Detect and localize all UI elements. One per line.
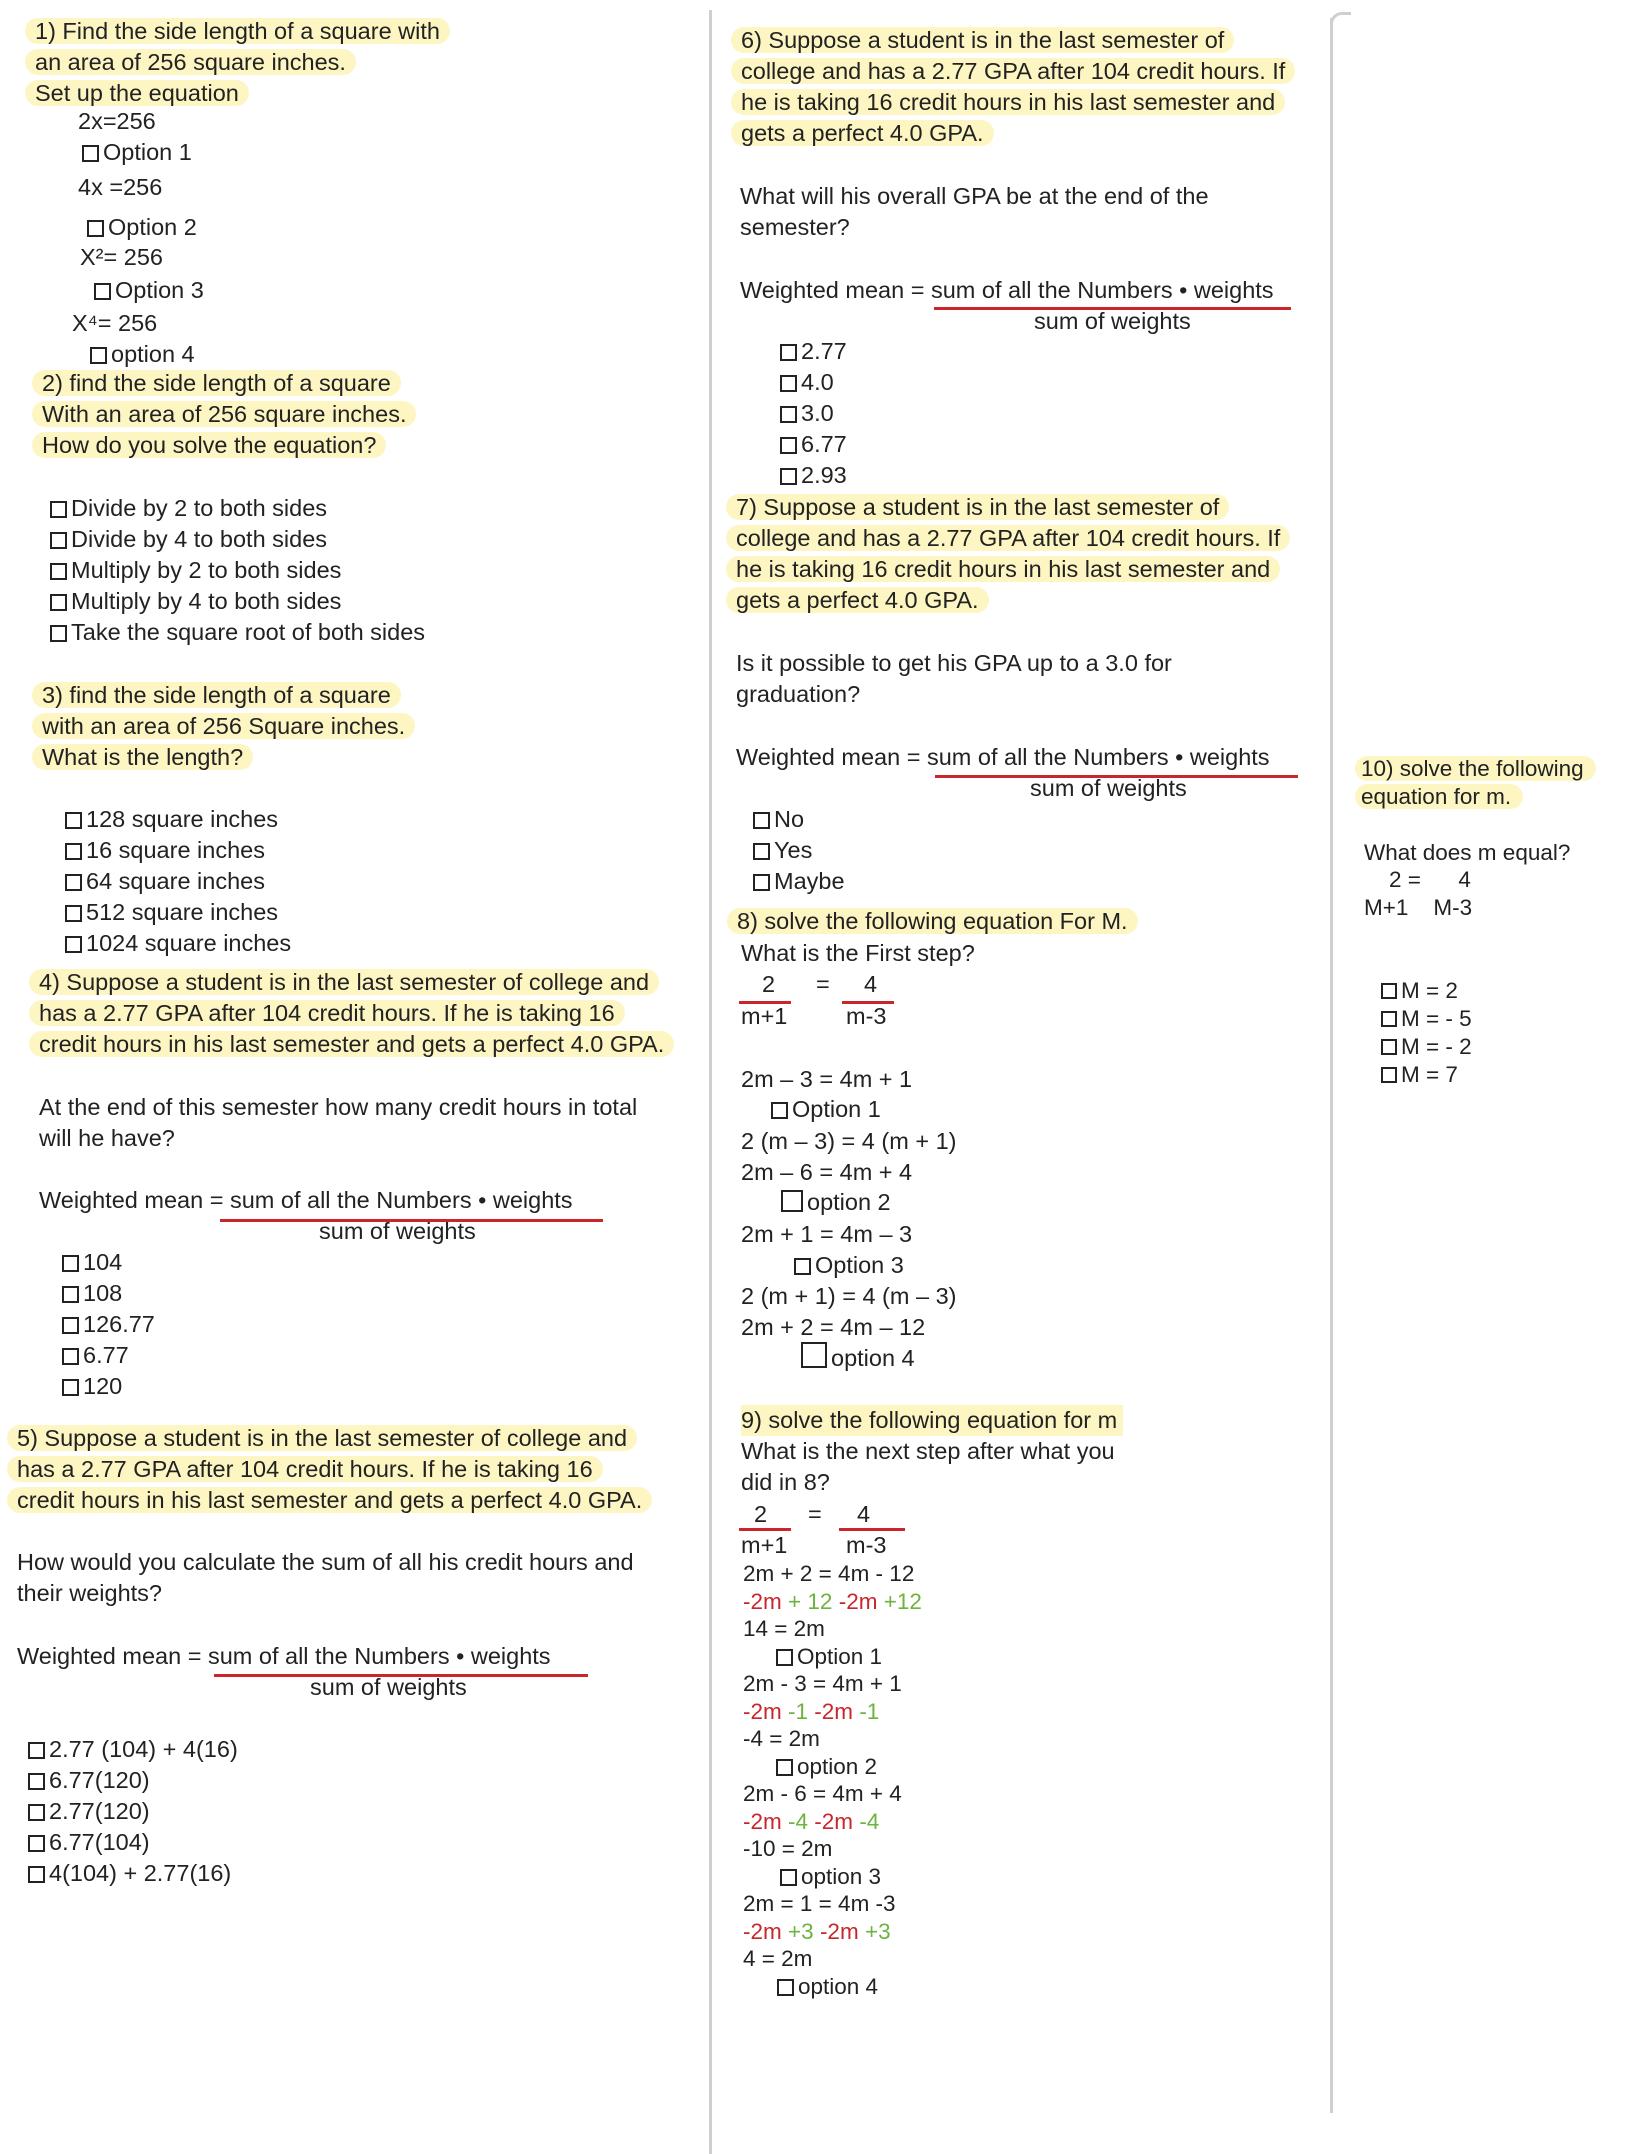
checkbox[interactable] (28, 1742, 45, 1759)
q8-eq-1: 2m – 3 = 4m + 1 (741, 1066, 913, 1092)
q1-eq-2: 4x =256 (78, 174, 163, 200)
checkbox[interactable] (62, 1255, 79, 1272)
q9-frac-d1: m+1 (741, 1532, 788, 1558)
q4-title: 4) Suppose a student is in the last semester of college and has a 2.77 GPA after 104 credit hours. If he is taking 16 credit hours in his last semester and gets a perfect 4.0 GPA. (29, 967, 674, 1060)
q9-frac-d2: m-3 (846, 1532, 887, 1558)
q6-formula-denominator: sum of weights (1034, 308, 1191, 334)
q1-eq-1: 2x=256 (78, 108, 156, 134)
q10-option-3[interactable]: M = - 2 (1381, 1033, 1472, 1061)
q7-options (753, 804, 845, 897)
checkbox[interactable] (65, 874, 82, 891)
q10-frac-top: 2 = 4 (1389, 867, 1471, 892)
checkbox[interactable] (780, 406, 797, 423)
checkbox[interactable] (87, 220, 104, 237)
q2-option-2[interactable]: Divide by 4 to both sides (50, 524, 425, 555)
column-divider-left (709, 10, 712, 2154)
q9-option-4[interactable]: option 4 (743, 1973, 922, 2001)
checkbox[interactable] (65, 936, 82, 953)
q5-option-1[interactable]: 2.77 (104) + 4(16) (28, 1734, 238, 1765)
q8-frac-d2: m-3 (846, 1003, 887, 1029)
checkbox[interactable] (65, 905, 82, 922)
q8-frac-n2: 4 (864, 971, 878, 997)
q10-option-4[interactable]: M = 7 (1381, 1061, 1472, 1089)
checkbox[interactable] (50, 594, 67, 611)
checkbox[interactable] (50, 501, 67, 518)
q8-frac-d1: m+1 (741, 1003, 788, 1029)
q4-option-1[interactable]: 104 (62, 1247, 155, 1278)
checkbox[interactable] (62, 1379, 79, 1396)
q5-options (28, 1734, 238, 1889)
q8-eq-3: 2m + 1 = 4m – 3 (741, 1221, 913, 1247)
q3-option-1[interactable]: 128 square inches (65, 804, 291, 835)
checkbox[interactable] (28, 1773, 45, 1790)
checkbox[interactable] (28, 1804, 45, 1821)
checkbox[interactable] (28, 1866, 45, 1883)
checkbox[interactable] (62, 1317, 79, 1334)
q10-question: What does m equal? (1364, 840, 1571, 865)
q8-option-1[interactable]: Option 1 (771, 1094, 881, 1125)
q9-block-1: 2m + 2 = 4m - 12 -2m + 12 -2m +12 14 = 2m Option 1 2m - 3 = 4m + 1 -2m -1 -2m -1 -4 = 2m option 2 2m - 6 = 4m + 4 -2m -4 -2m -4 -10 = 2m option 3 2m = 1 = 4m -3 -2m +3 -2m +3 4 = 2m option 4 (743, 1561, 922, 1999)
q8-option-3[interactable]: Option 3 (794, 1250, 904, 1281)
q5-option-5[interactable]: 4(104) + 2.77(16) (28, 1858, 238, 1889)
checkbox[interactable] (65, 843, 82, 860)
q4-question: At the end of this semester how many credit hours in total will he have? (39, 1094, 638, 1151)
q5-option-2[interactable]: 6.77(120) (28, 1765, 238, 1796)
q8-eq-4b: 2m + 2 = 4m – 12 (741, 1314, 926, 1340)
q4-option-5[interactable]: 120 (62, 1371, 155, 1402)
q4-option-4[interactable]: 6.77 (62, 1340, 155, 1371)
q1-title: 1) Find the side length of a square with an area of 256 square inches. Set up the equation (25, 16, 450, 109)
q9-option-2[interactable]: option 2 (743, 1753, 922, 1781)
q10-frac-bottom: M+1 M-3 (1364, 895, 1473, 920)
q10-options (1381, 977, 1472, 1089)
q6-option-2[interactable]: 4.0 (780, 367, 847, 398)
checkbox[interactable] (94, 283, 111, 300)
q6-option-4[interactable]: 6.77 (780, 429, 847, 460)
checkbox[interactable] (780, 344, 797, 361)
checkbox[interactable] (780, 1869, 797, 1886)
checkbox[interactable] (753, 812, 770, 829)
checkbox[interactable] (771, 1102, 788, 1119)
checkbox[interactable] (50, 625, 67, 642)
q8-eq-2b: 2m – 6 = 4m + 4 (741, 1159, 913, 1185)
q9-option-3[interactable]: option 3 (743, 1863, 922, 1891)
q1-option-2[interactable]: Option 2 (87, 212, 197, 243)
q10-option-2[interactable]: M = - 5 (1381, 1005, 1472, 1033)
checkbox[interactable] (1381, 1011, 1397, 1027)
q6-option-1[interactable]: 2.77 (780, 336, 847, 367)
checkbox[interactable] (776, 1759, 793, 1776)
q5-formula: Weighted mean = sum of all the Numbers • weights (17, 1643, 551, 1669)
q9-title: 9) solve the following equation for m What is the next step after what you did in 8? (741, 1405, 1123, 1498)
q3-option-4[interactable]: 512 square inches (65, 897, 291, 928)
q6-option-5[interactable]: 2.93 (780, 460, 847, 491)
q1-option-1[interactable]: Option 1 (82, 137, 192, 168)
q2-title: 2) find the side length of a square With an area of 256 square inches. How do you solve the equation? (32, 368, 416, 461)
q5-question: How would you calculate the sum of all his credit hours and their weights? (17, 1549, 634, 1606)
q5-title: 5) Suppose a student is in the last semester of college and has a 2.77 GPA after 104 credit hours. If he is taking 16 credit hours in his last semester and gets a perfect 4.0 GPA. (7, 1423, 652, 1516)
checkbox[interactable] (1381, 1039, 1397, 1055)
checkbox[interactable] (794, 1258, 811, 1275)
q3-option-5[interactable]: 1024 square inches (65, 928, 291, 959)
q1-eq-4: X⁴= 256 (72, 310, 158, 336)
q6-options (780, 336, 847, 491)
q9-option-1[interactable]: Option 1 (743, 1643, 922, 1671)
checkbox[interactable] (780, 437, 797, 454)
q5-formula-denominator: sum of weights (310, 1674, 467, 1700)
q5-option-4[interactable]: 6.77(104) (28, 1827, 238, 1858)
q2-option-3[interactable]: Multiply by 2 to both sides (50, 555, 425, 586)
q8-frac-eq: = (816, 971, 830, 997)
checkbox[interactable] (1381, 1067, 1397, 1083)
q4-option-2[interactable]: 108 (62, 1278, 155, 1309)
checkbox[interactable] (82, 145, 99, 162)
checkbox[interactable] (90, 347, 107, 364)
checkbox[interactable] (776, 1649, 793, 1666)
checkbox[interactable] (1381, 983, 1397, 999)
q10-title: 10) solve the following equation for m. (1355, 755, 1596, 811)
q9-frac-n2: 4 (857, 1501, 871, 1527)
checkbox[interactable] (753, 874, 770, 891)
q7-question: Is it possible to get his GPA up to a 3.0 for graduation? (736, 650, 1172, 707)
q8-option-4[interactable]: option 4 (801, 1342, 915, 1374)
checkbox[interactable] (780, 375, 797, 392)
q4-formula: Weighted mean = sum of all the Numbers • weights (39, 1187, 573, 1213)
q7-formula: Weighted mean = sum of all the Numbers • weights (736, 744, 1270, 770)
q8-option-2[interactable]: option 2 (781, 1187, 891, 1218)
checkbox[interactable] (801, 1342, 827, 1368)
q3-title: 3) find the side length of a square with an area of 256 Square inches. What is the length? (32, 680, 415, 773)
q7-title: 7) Suppose a student is in the last semester of college and has a 2.77 GPA after 104 credit hours. If he is taking 16 credit hours in his last semester and gets a perfect 4.0 GPA. (726, 492, 1290, 616)
q9-frac-eq: = (808, 1501, 822, 1527)
checkbox[interactable] (50, 563, 67, 580)
q4-option-3[interactable]: 126.77 (62, 1309, 155, 1340)
q8-subtitle: What is the First step? (741, 940, 975, 966)
q1-option-4[interactable]: option 4 (90, 339, 195, 370)
q7-formula-denominator: sum of weights (1030, 775, 1187, 801)
q4-formula-denominator: sum of weights (319, 1218, 476, 1244)
checkbox[interactable] (777, 1979, 794, 1996)
checkbox[interactable] (753, 843, 770, 860)
checkbox[interactable] (50, 532, 67, 549)
q6-title: 6) Suppose a student is in the last semester of college and has a 2.77 GPA after 104 credit hours. If he is taking 16 credit hours in his last semester and gets a perfect 4.0 GPA. (731, 25, 1295, 149)
q3-option-2[interactable]: 16 square inches (65, 835, 291, 866)
q6-option-3[interactable]: 3.0 (780, 398, 847, 429)
q6-formula: Weighted mean = sum of all the Numbers • weights (740, 277, 1274, 303)
q2-option-5[interactable]: Take the square root of both sides (50, 617, 425, 648)
q9-frac-n1: 2 (754, 1501, 768, 1527)
q3-option-3[interactable]: 64 square inches (65, 866, 291, 897)
q10-option-1[interactable]: M = 2 (1381, 977, 1472, 1005)
q5-option-3[interactable]: 2.77(120) (28, 1796, 238, 1827)
checkbox[interactable] (781, 1190, 803, 1212)
q4-options (62, 1247, 155, 1402)
q7-option-1[interactable]: No (753, 804, 845, 835)
q2-options (50, 493, 425, 648)
checkbox[interactable] (65, 812, 82, 829)
bracket-top (1330, 12, 1351, 29)
q2-option-1[interactable]: Divide by 2 to both sides (50, 493, 425, 524)
q7-option-2[interactable]: Yes (753, 835, 845, 866)
q8-eq-2a: 2 (m – 3) = 4 (m + 1) (741, 1128, 957, 1154)
q1-option-3[interactable]: Option 3 (94, 275, 204, 306)
checkbox[interactable] (62, 1348, 79, 1365)
q7-option-3[interactable]: Maybe (753, 866, 845, 897)
q1-eq-3: X²= 256 (80, 244, 163, 270)
column-divider-right (1330, 18, 1333, 2113)
q6-question: What will his overall GPA be at the end of the semester? (740, 183, 1209, 240)
checkbox[interactable] (28, 1835, 45, 1852)
checkbox[interactable] (62, 1286, 79, 1303)
q8-title: 8) solve the following equation For M. (727, 906, 1138, 937)
checkbox[interactable] (780, 468, 797, 485)
q8-eq-4a: 2 (m + 1) = 4 (m – 3) (741, 1283, 957, 1309)
q3-options (65, 804, 291, 959)
q2-option-4[interactable]: Multiply by 4 to both sides (50, 586, 425, 617)
q8-frac-n1: 2 (762, 971, 776, 997)
